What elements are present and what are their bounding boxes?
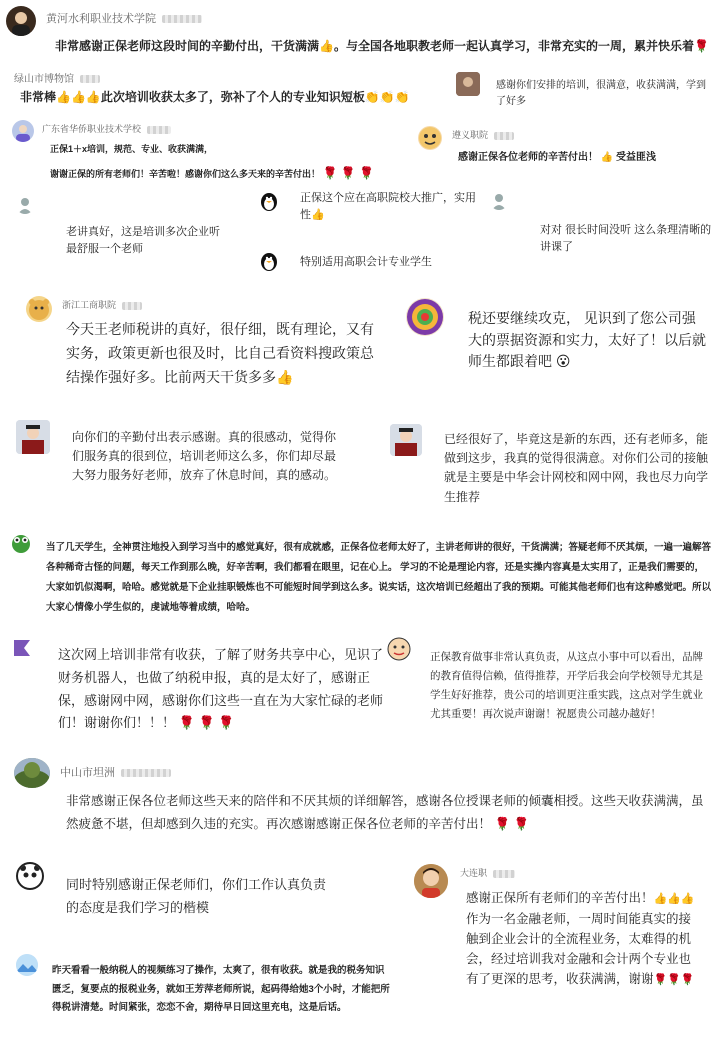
avatar bbox=[490, 192, 508, 210]
comment-text: 感谢正保所有老师们的辛苦付出！👍👍👍作为一名金融老师，一周时间能真实的接触到企业会计的全流程业务，太难得的机会，经过培训我对金融和会计两个专业也有了更深的思考，收获满满，谢谢🌹🌹🌹 bbox=[466, 888, 696, 989]
commenter-name: 绿山市博物馆 bbox=[14, 70, 100, 85]
landscape-photo-icon bbox=[14, 758, 50, 788]
avatar bbox=[10, 532, 32, 554]
thumbs-up-icon: 👍 bbox=[600, 152, 614, 163]
thumbs-up-icon: 👍 bbox=[276, 368, 294, 385]
default-user-icon bbox=[16, 196, 34, 214]
rose-icon: 🌹 🌹 🌹 bbox=[178, 715, 235, 731]
rose-icon: 🌹 🌹 bbox=[494, 817, 530, 832]
commenter-name: 广东省华侨职业技术学校 bbox=[42, 122, 171, 135]
avatar bbox=[16, 196, 34, 214]
comment-text: 特别适用高职会计专业学生 bbox=[300, 256, 432, 268]
user-photo-icon bbox=[456, 72, 480, 96]
avatar bbox=[6, 6, 36, 36]
commenter-name: 黄河水利职业技术学院 bbox=[46, 10, 202, 26]
avatar bbox=[16, 954, 38, 976]
comment-text: 非常感谢正保老师这段时间的辛勤付出，干货满满👍。与全国各地职教老师一起认真学习，非常充实的一周，累并快乐着🌹 bbox=[55, 37, 715, 56]
commenter-name: 遵义职院 bbox=[452, 128, 514, 141]
comment-text: 这次网上培训非常有收获，了解了财务共享中心，见识了财务机器人，也做了纳税申报，真的是太好了，感谢正保，感谢网中网，感谢你们这些一直在为大家忙碌的老师们！谢谢你们！！！ 🌹 🌹 🌹 bbox=[58, 644, 388, 735]
bear-avatar-icon bbox=[26, 296, 52, 322]
graduate-photo-icon bbox=[390, 424, 422, 456]
commenter-name: 大连职 bbox=[460, 866, 515, 879]
comment-text: 正保1＋x培训，规范、专业、收获满满， 谢谢正保的所有老师们！辛苦啦！感谢你们这么多天来的辛苦付出！ 🌹 🌹 🌹 bbox=[50, 140, 400, 186]
avatar bbox=[414, 864, 448, 898]
colorful-badge-icon bbox=[406, 298, 444, 336]
graduate-photo-icon bbox=[16, 420, 50, 454]
comment-text: 老讲真好，这是培训多次企业听最舒服一个老师 bbox=[66, 226, 220, 256]
panda-avatar-icon bbox=[18, 864, 42, 888]
child-photo-icon bbox=[414, 864, 448, 898]
comment-text: 今天王老师税讲的真好，很仔细，既有理论，又有实务，政策更新也很及时，比自己看资料搜政策总结操作强好多。比前两天干货多多👍 bbox=[66, 318, 386, 389]
purple-swirl-icon bbox=[10, 636, 34, 660]
avatar bbox=[406, 298, 444, 336]
redacted-name bbox=[121, 769, 171, 777]
avatar bbox=[418, 126, 442, 150]
comment-text: 正保这个应在高职院校大推广，实用性👍 bbox=[300, 190, 480, 224]
redacted-name bbox=[162, 15, 202, 23]
rose-icon: 🌹 bbox=[693, 39, 709, 53]
avatar bbox=[386, 636, 412, 662]
avatar bbox=[10, 636, 34, 660]
comment-text: 税还要继续攻克， 见识到了您公司强大的票据资源和实力，太好了！以后就师生都跟着吧 😮 bbox=[468, 308, 708, 373]
clap-icon: 👏👏👏 bbox=[364, 90, 410, 104]
surprised-face-icon: 😮 bbox=[555, 353, 571, 370]
user-photo-icon bbox=[6, 6, 36, 36]
comment-text: 正保教育做事非常认真负责，从这点小事中可以看出，品牌的教育值得信赖，值得推荐，开学后我会向学校领导尤其是学生好好推荐，贵公司的培训更注重实践，这点对学生就业尤其重要！再次说声谢谢！祝愿贵公司越办越好！ bbox=[430, 651, 703, 720]
avatar bbox=[16, 862, 44, 890]
comment-text: 当了几天学生，全神贯注地投入到学习当中的感觉真好，很有成就感，正保各位老师太好了，主讲老师讲的很好，干货满满；答疑老师不厌其烦，一遍一遍解答各种稀奇古怪的问题，每天工作到那么晚，好辛苦啊，我们都看在眼里，记在心上。 学习的不论是理论内容，还是实操内容真是太实用了，正是我们需要的，大家如饥似渴啊，哈哈。感觉就是下企业挂职锻炼也不可能短时间学到这么多。说实话，这次培训已经超出了我的预期。可能其他老师们也有这种感觉吧。所以大家心情像小学生似的，虔诚地等着成绩，哈哈。 bbox=[46, 542, 712, 613]
landscape-icon bbox=[16, 954, 38, 976]
redacted-name bbox=[80, 75, 100, 83]
redacted-name bbox=[493, 870, 515, 878]
comment-text: 昨天看看一般纳税人的视频练习了操作，太爽了，很有收获。就是我的税务知识匮乏，复要点的报税业务，就如王芳萍老师所说，起码得给她3个小时，才能把所得税讲清楚。时间紧张，恋恋不舍，期待早日回这里充电，这是后话。 bbox=[52, 965, 390, 1014]
commenter-name: 中山市坦洲 bbox=[60, 764, 171, 780]
avatar bbox=[258, 250, 280, 272]
comment-text: 对对 很长时间没听 这么条理清晰的讲课了 bbox=[540, 224, 712, 254]
redacted-name bbox=[122, 302, 142, 310]
rose-icon: 🌹🌹🌹 bbox=[653, 973, 695, 986]
rose-icon: 🌹 🌹 🌹 bbox=[322, 165, 375, 180]
thumbs-up-icon: 👍👍👍 bbox=[653, 893, 695, 905]
avatar bbox=[16, 420, 50, 454]
avatar bbox=[26, 296, 52, 322]
redacted-name bbox=[147, 126, 171, 134]
penguin-icon bbox=[258, 190, 280, 212]
comment-text: 感谢你们安排的培训，很满意，收获满满，学到了好多 bbox=[496, 80, 706, 107]
comment-text: 非常感谢正保各位老师这些天来的陪伴和不厌其烦的详细解答，感谢各位授课老师的倾囊相授。这些天收获满满，虽然疲惫不堪，但却感到久违的充实。再次感谢感谢正保各位老师的辛苦付出！ 🌹 🌹 bbox=[66, 790, 706, 836]
commenter-name: 浙江工商职院 bbox=[62, 298, 142, 311]
cartoon-face-icon bbox=[386, 636, 412, 662]
avatar bbox=[390, 424, 422, 456]
avatar bbox=[14, 758, 50, 788]
thumbs-up-icon: 👍👍👍 bbox=[56, 90, 101, 104]
comment-text: 非常棒👍👍👍此次培训收获太多了，弥补了个人的专业知识短板👏👏👏 bbox=[20, 88, 440, 107]
user-photo-icon bbox=[12, 120, 34, 142]
default-user-icon bbox=[490, 192, 508, 210]
avatar bbox=[456, 72, 480, 96]
avatar bbox=[258, 190, 280, 212]
comment-text: 同时特别感谢正保老师们，你们工作认真负责的态度是我们学习的楷模 bbox=[66, 877, 327, 915]
comment-text: 已经很好了，毕竟这是新的东西，还有老师多，能做到这步，我真的觉得很满意。对你们公司的接触就是主要是中华会计网校和网中网，我也尽力向学生推荐 bbox=[444, 432, 709, 504]
frog-avatar-icon bbox=[10, 532, 32, 554]
penguin-icon bbox=[258, 250, 280, 272]
cartoon-avatar-icon bbox=[418, 126, 442, 150]
thumbs-up-icon: 👍 bbox=[319, 39, 334, 53]
comment-text: 向你们的辛勤付出表示感谢。真的很感动，觉得你们服务真的很到位，培训老师这么多，你们却尽最大努力服务好老师，放弃了休息时间，真的感动。 bbox=[72, 430, 337, 483]
thumbs-up-icon: 👍 bbox=[311, 209, 325, 222]
avatar bbox=[12, 120, 34, 142]
comment-text: 感谢正保各位老师的辛苦付出！ 👍 受益匪浅 bbox=[458, 150, 718, 166]
redacted-name bbox=[494, 132, 514, 140]
